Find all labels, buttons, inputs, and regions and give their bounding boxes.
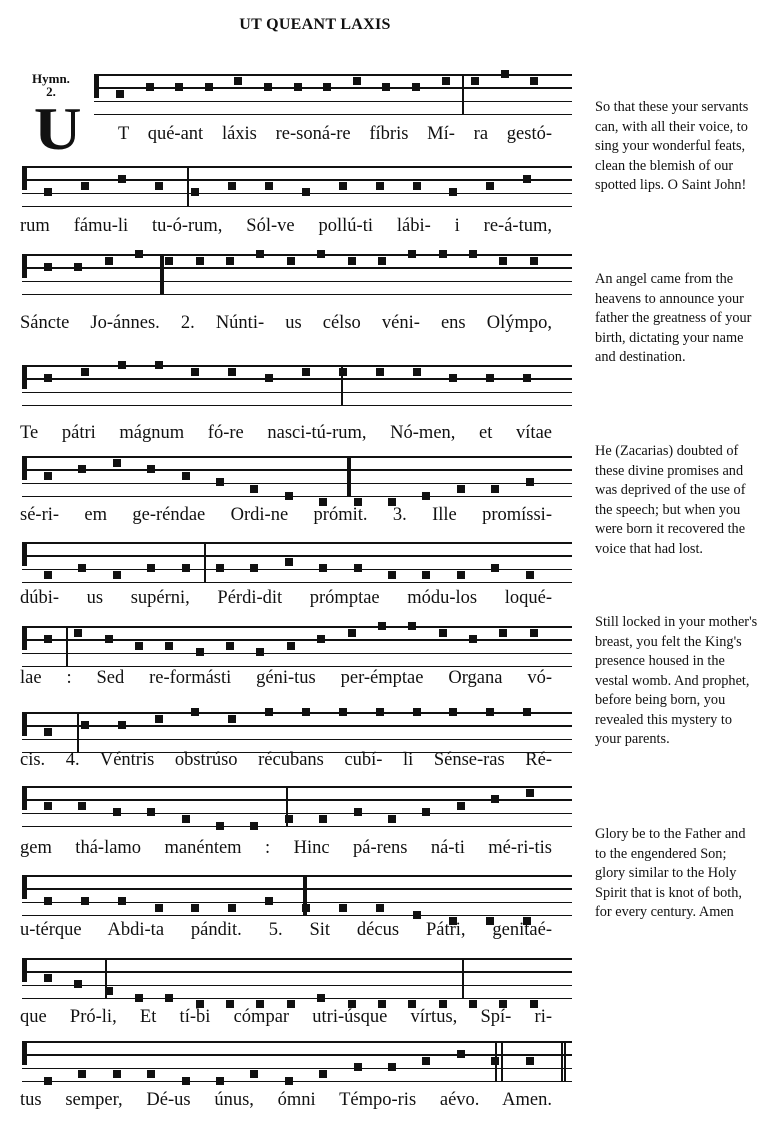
c-clef-icon [22, 256, 36, 278]
neume-note [175, 83, 183, 91]
neume-note [319, 815, 327, 823]
hymn-label [32, 72, 70, 98]
neume-note [256, 250, 264, 258]
staff-line [22, 294, 572, 296]
neume-note [285, 1077, 293, 1085]
staff-line [22, 1081, 572, 1083]
staff-line [22, 365, 572, 367]
staff [22, 786, 572, 826]
staff-line [22, 725, 572, 727]
staff [22, 958, 572, 998]
staff [22, 712, 572, 752]
neume-note [147, 564, 155, 572]
neume-note [408, 622, 416, 630]
neume-note [287, 257, 295, 265]
neume-note [285, 558, 293, 566]
neume-note [523, 708, 531, 716]
neume-note [44, 897, 52, 905]
staff-line [22, 799, 572, 801]
hymn-title: UT QUEANT LAXIS [239, 16, 391, 33]
staff-line [22, 1041, 572, 1043]
staff-line [94, 101, 572, 103]
staff-line [22, 166, 572, 168]
neume-note [226, 257, 234, 265]
neume-note [287, 642, 295, 650]
neume-note [116, 90, 124, 98]
neume-note [216, 478, 224, 486]
lyric-line: Te pátri mágnum fó-re nasci-tú-rum, Nó-men, et vítae [20, 423, 552, 443]
neume-note [216, 1077, 224, 1085]
neume-note [44, 188, 52, 196]
lyric-line: gem thá-lamo manéntem : Hinc pá-rens ná-ti mé-ri-tis [20, 838, 552, 858]
neume-note [250, 822, 258, 830]
neume-note [265, 708, 273, 716]
bar-line [204, 542, 206, 582]
lyric-line: Sáncte Jo-ánnes. 2. Núnti- us célso véni- ens Olýmpo, [20, 313, 552, 333]
lyric-line: lae : Sed re-formásti géni-tus per-émptae Organa vó- [20, 668, 552, 688]
neume-note [413, 708, 421, 716]
neume-note [422, 571, 430, 579]
neume-note [457, 485, 465, 493]
bar-line [561, 1041, 563, 1081]
neume-note [339, 368, 347, 376]
neume-note [118, 175, 126, 183]
neume-note [44, 374, 52, 382]
neume-note [147, 808, 155, 816]
neume-note [388, 815, 396, 823]
bar-line [66, 626, 68, 666]
neume-note [250, 1070, 258, 1078]
neume-note [378, 622, 386, 630]
neume-note [74, 263, 82, 271]
neume-note [182, 1077, 190, 1085]
staff-line [22, 626, 572, 628]
staff-line [22, 267, 572, 269]
staff-line [22, 582, 572, 584]
staff-line [22, 405, 572, 407]
staff-line [22, 786, 572, 788]
neume-note [413, 182, 421, 190]
neume-note [376, 708, 384, 716]
neume-note [491, 485, 499, 493]
neume-note [317, 635, 325, 643]
neume-note [113, 1070, 121, 1078]
neume-note [285, 815, 293, 823]
neume-note [182, 815, 190, 823]
c-clef-icon [22, 628, 36, 650]
neume-note [457, 571, 465, 579]
staff-line [22, 739, 572, 741]
neume-note [339, 708, 347, 716]
bar-line [462, 958, 464, 998]
neume-note [491, 564, 499, 572]
neume-note [44, 472, 52, 480]
neume-note [44, 974, 52, 982]
neume-note [228, 904, 236, 912]
neume-note [216, 822, 224, 830]
neume-note [44, 728, 52, 736]
neume-note [348, 257, 356, 265]
neume-note [469, 250, 477, 258]
translation-stanza-2: An angel came from the heavens to announce your father the greatness of your birth, dictating your name and destination. [595, 271, 752, 365]
neume-note [265, 897, 273, 905]
staff-line [22, 483, 572, 485]
c-clef-icon [22, 714, 36, 736]
neume-note [44, 635, 52, 643]
neume-note [491, 1057, 499, 1065]
neume-note [250, 485, 258, 493]
neume-note [118, 361, 126, 369]
neume-note [265, 374, 273, 382]
neume-note [228, 715, 236, 723]
neume-note [319, 564, 327, 572]
neume-note [388, 571, 396, 579]
staff-line [22, 281, 572, 283]
neume-note [501, 70, 509, 78]
neume-note [449, 374, 457, 382]
staff [22, 626, 572, 666]
neume-note [265, 182, 273, 190]
neume-note [105, 635, 113, 643]
neume-note [165, 642, 173, 650]
neume-note [81, 368, 89, 376]
neume-note [74, 980, 82, 988]
neume-note [323, 83, 331, 91]
staff-line [22, 179, 572, 181]
neume-note [216, 564, 224, 572]
neume-note [469, 635, 477, 643]
neume-note [376, 904, 384, 912]
neume-note [182, 564, 190, 572]
neume-note [526, 571, 534, 579]
neume-note [388, 1063, 396, 1071]
neume-note [135, 642, 143, 650]
neume-note [113, 571, 121, 579]
translation-stanza-4: Still locked in your mother's breast, you felt the King's presence housed in the vestal womb. And prophet, before being born, you revealed this mystery to your parents. [595, 614, 758, 747]
bar-line [462, 74, 464, 114]
neume-note [339, 904, 347, 912]
staff [22, 254, 572, 294]
neume-note [413, 911, 421, 919]
staff-line [22, 456, 572, 458]
neume-note [196, 648, 204, 656]
neume-note [228, 182, 236, 190]
staff-line [22, 998, 572, 1000]
neume-note [526, 1057, 534, 1065]
lyric-line: u-térque Abdi-ta pándit. 5. Sit décus Pátri, genitaé- [20, 920, 552, 940]
staff [22, 166, 572, 206]
neume-note [155, 361, 163, 369]
staff-line [22, 653, 572, 655]
neume-note [486, 708, 494, 716]
staff-line [22, 826, 572, 828]
translation-stanza-1: So that these your servants can, with all their voice, to sing your wonderful feats, clean the blemish of our spotted lips. O Saint John! [595, 99, 749, 193]
neume-note [78, 802, 86, 810]
neume-note [118, 897, 126, 905]
neume-note [118, 721, 126, 729]
neume-note [234, 77, 242, 85]
c-clef-icon [22, 788, 36, 810]
neume-note [354, 808, 362, 816]
neume-note [523, 175, 531, 183]
staff-line [22, 254, 572, 256]
translation-stanza-3: He (Zacarias) doubted of these divine promises and was deprived of the use of the speech; but when you were born it recovered the voice that had lost. [595, 443, 746, 557]
staff-line [22, 569, 572, 571]
neume-note [44, 571, 52, 579]
drop-cap: U [33, 96, 82, 162]
neume-note [457, 802, 465, 810]
staff-line [22, 193, 572, 195]
c-clef-icon [22, 458, 36, 480]
neume-note [182, 472, 190, 480]
neume-note [449, 188, 457, 196]
staff-line [22, 875, 572, 877]
neume-note [205, 83, 213, 91]
neume-note [413, 368, 421, 376]
neume-note [191, 188, 199, 196]
staff-line [22, 542, 572, 544]
neume-note [81, 182, 89, 190]
lyric-line: sé-ri- em ge-réndae Ordi-ne prómit. 3. Ille promíssi- [20, 505, 552, 525]
neume-note [530, 629, 538, 637]
c-clef-icon [22, 168, 36, 190]
staff-line [94, 114, 572, 116]
neume-note [526, 789, 534, 797]
staff [22, 542, 572, 582]
neume-note [44, 263, 52, 271]
neume-note [457, 1050, 465, 1058]
neume-note [319, 1070, 327, 1078]
neume-note [302, 368, 310, 376]
neume-note [422, 1057, 430, 1065]
staff-line [22, 206, 572, 208]
neume-note [135, 994, 143, 1002]
bar-line [77, 712, 79, 752]
c-clef-icon [22, 1043, 36, 1065]
neume-note [285, 492, 293, 500]
c-clef-icon [22, 544, 36, 566]
neume-note [196, 257, 204, 265]
neume-note [530, 257, 538, 265]
lyric-line: que Pró-li, Et tí-bi cómpar utri-úsque vírtus, Spí- ri- [20, 1007, 552, 1027]
c-clef-icon [22, 877, 36, 899]
neume-note [302, 188, 310, 196]
neume-note [439, 250, 447, 258]
neume-note [191, 708, 199, 716]
neume-note [78, 564, 86, 572]
staff [94, 74, 572, 114]
neume-note [81, 897, 89, 905]
hymn-number: 2. [46, 84, 56, 99]
hymn-label-text: Hymn. [32, 71, 70, 86]
neume-note [256, 648, 264, 656]
neume-note [422, 808, 430, 816]
neume-note [81, 721, 89, 729]
staff-line [94, 87, 572, 89]
c-clef-icon [94, 76, 108, 98]
neume-note [105, 987, 113, 995]
bar-line [347, 456, 349, 496]
neume-note [486, 182, 494, 190]
staff-line [22, 902, 572, 904]
neume-note [530, 77, 538, 85]
staff-line [22, 1068, 572, 1070]
translation-stanza-5: Glory be to the Father and to the engendered Son; glory similar to the Holy Spirit that is knot of both, for every century. Amen [595, 826, 746, 920]
staff-line [22, 555, 572, 557]
neume-note [378, 257, 386, 265]
neume-note [264, 83, 272, 91]
staff [22, 456, 572, 496]
neume-note [491, 795, 499, 803]
neume-note [422, 492, 430, 500]
neume-note [486, 374, 494, 382]
neume-note [44, 802, 52, 810]
neume-note [155, 182, 163, 190]
staff-line [22, 813, 572, 815]
neume-note [294, 83, 302, 91]
neume-note [499, 257, 507, 265]
bar-line [187, 166, 189, 206]
neume-note [165, 257, 173, 265]
neume-note [146, 83, 154, 91]
neume-note [165, 994, 173, 1002]
neume-note [376, 368, 384, 376]
neume-note [191, 904, 199, 912]
neume-note [250, 564, 258, 572]
neume-note [78, 465, 86, 473]
staff-line [22, 469, 572, 471]
neume-note [191, 368, 199, 376]
neume-note [226, 642, 234, 650]
neume-note [302, 708, 310, 716]
staff-line [22, 1054, 572, 1056]
lyric-line: dúbi- us supérni, Pérdi-dit prómptae módu-los loqué- [20, 588, 552, 608]
staff-line [22, 888, 572, 890]
neume-note [354, 1063, 362, 1071]
neume-note [74, 629, 82, 637]
neume-note [228, 368, 236, 376]
neume-note [376, 182, 384, 190]
c-clef-icon [22, 960, 36, 982]
neume-note [113, 808, 121, 816]
neume-note [449, 708, 457, 716]
neume-note [317, 250, 325, 258]
neume-note [317, 994, 325, 1002]
staff-line [22, 915, 572, 917]
c-clef-icon [22, 367, 36, 389]
neume-note [155, 904, 163, 912]
neume-note [523, 374, 531, 382]
neume-note [135, 250, 143, 258]
neume-note [113, 459, 121, 467]
neume-note [105, 257, 113, 265]
neume-note [408, 250, 416, 258]
lyric-line: rum fámu-li tu-ó-rum, Sól-ve pollú-ti lábi- i re-á-tum, [20, 216, 552, 236]
neume-note [471, 77, 479, 85]
bar-line [160, 254, 162, 294]
staff [22, 875, 572, 915]
neume-note [412, 83, 420, 91]
lyric-line: tus semper, Dé-us únus, ómni Témpo-ris aévo. Amen. [20, 1090, 552, 1110]
staff [22, 365, 572, 405]
neume-note [155, 715, 163, 723]
neume-note [348, 629, 356, 637]
bar-line [162, 254, 164, 294]
neume-note [78, 1070, 86, 1078]
neume-note [382, 83, 390, 91]
neume-note [44, 1077, 52, 1085]
neume-note [499, 629, 507, 637]
staff [22, 1041, 572, 1081]
neume-note [339, 182, 347, 190]
lyric-line: T qué-ant láxis re-soná-re fíbris Mí- ra gestó- [118, 124, 552, 144]
neume-note [354, 564, 362, 572]
staff-line [22, 496, 572, 498]
neume-note [439, 629, 447, 637]
neume-note [442, 77, 450, 85]
bar-line [564, 1041, 566, 1081]
neume-note [526, 478, 534, 486]
neume-note [147, 1070, 155, 1078]
neume-note [353, 77, 361, 85]
neume-note [302, 904, 310, 912]
staff-line [22, 392, 572, 394]
lyric-line: cis. 4. Véntris obstrúso récubans cubí- li Sénse-ras Ré- [20, 750, 552, 770]
bar-line [501, 1041, 503, 1081]
neume-note [147, 465, 155, 473]
bar-line [349, 456, 351, 496]
